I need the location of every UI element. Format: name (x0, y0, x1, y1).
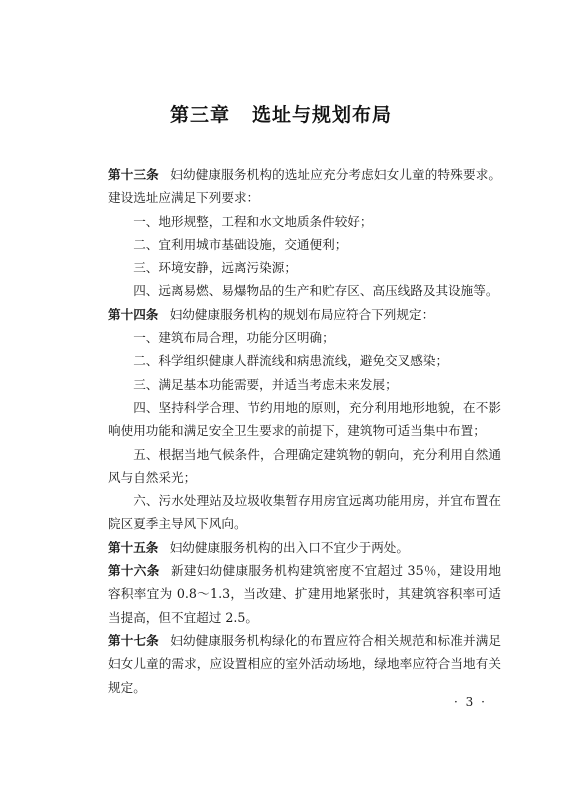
chapter-heading (0, 100, 562, 127)
article-14 (108, 303, 501, 326)
article-text: 妇幼健康服务机构绿化的布置应符合相关规范和标准并满足妇女儿童的需求，应设置相应的室外活动场地，绿地率应符合当地有关规定。 (108, 632, 502, 695)
list-item: 一、地形规整，工程和水文地质条件较好； (133, 213, 373, 229)
article-13 (108, 163, 501, 210)
article-label: 第十五条 (108, 539, 159, 555)
list-item: 五、根据当地气候条件，合理确定建筑物的朝向，充分利用自然通风与自然采光； (108, 446, 501, 485)
chapter-body (108, 163, 501, 699)
article-label: 第十七条 (108, 632, 159, 648)
article-17 (108, 629, 501, 699)
chapter-number: 第三章 (169, 104, 230, 126)
list-item: 二、科学组织健康人群流线和病患流线，避免交叉感染； (133, 353, 449, 369)
article-label: 第十三条 (108, 167, 159, 182)
list-item: 四、远离易燃、易爆物品的生产和贮存区、高压线路及其设施等。 (133, 283, 499, 299)
list-item: 三、满足基本功能需要，并适当考虑未来发展； (133, 376, 398, 392)
article-text: 妇幼健康服务机构的选址应充分考虑妇女儿童的特殊要求。建设选址应满足下列要求： (108, 167, 502, 206)
article-label: 第十六条 (108, 563, 160, 579)
article-15 (108, 536, 501, 559)
list-item: 二、宜利用城市基础设施，交通便利； (133, 236, 348, 252)
article-label: 第十四条 (108, 306, 159, 322)
article-text: 妇幼健康服务机构的出入口不宜少于两处。 (169, 539, 409, 555)
page-number: · 3 · (454, 695, 487, 709)
list-item: 四、坚持科学合理、节约用地的原则，充分利用地形地貌，在不影响使用功能和满足安全卫生要求的前提下，建筑物可适当集中布置； (108, 399, 501, 439)
list-item: 三、环境安静，远离污染源； (133, 260, 297, 276)
list-item: 一、建筑布局合理，功能分区明确； (133, 330, 335, 346)
chapter-title-text: 选址与规划布局 (252, 104, 393, 126)
article-text: 妇幼健康服务机构的规划布局应符合下列规定： (169, 306, 435, 322)
article-text: 新建妇幼健康服务机构建筑密度不宜超过 35％，建设用地容积率宜为 0.8～1.3，当改建、扩建用地紧张时，其建筑容积率可适当提高，但不宜超过 2.5。 (108, 563, 502, 625)
list-item: 六、污水处理站及垃圾收集暂存用房宜远离功能用房，并宜布置在院区夏季主导风下风向。 (108, 493, 501, 532)
article-16 (108, 559, 501, 629)
